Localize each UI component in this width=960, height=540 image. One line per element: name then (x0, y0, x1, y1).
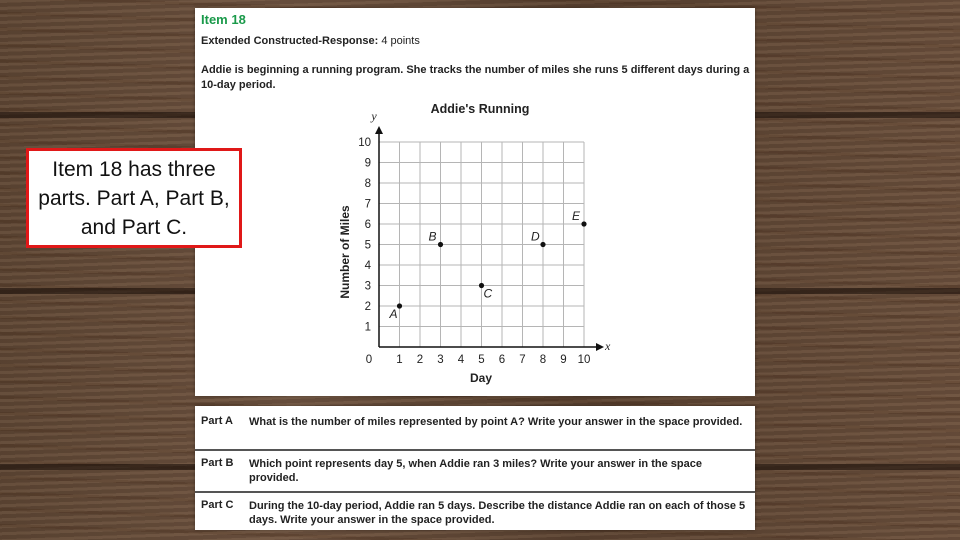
origin-label: 0 (365, 354, 373, 366)
x-tick-label: 9 (560, 354, 567, 366)
part-c-label: Part C (201, 499, 234, 511)
divider (195, 449, 755, 451)
callout-box (26, 148, 242, 248)
data-point-a (397, 303, 402, 308)
point-label-b: B (428, 229, 437, 244)
divider (195, 491, 755, 493)
x-tick-label: 10 (577, 354, 591, 366)
chart-grid (379, 142, 584, 347)
y-tick-label: 2 (364, 301, 371, 313)
part-b-label: Part B (201, 457, 234, 469)
part-a-text: What is the number of miles represented by point A? Write your answer in the space provided. (249, 416, 743, 428)
data-point-b (438, 242, 443, 247)
y-tick-label: 1 (364, 321, 371, 334)
chart-title: Addie's Running (430, 102, 530, 116)
x-tick-label: 1 (396, 354, 403, 366)
y-tick-label: 10 (358, 137, 371, 149)
y-tick-label: 6 (364, 219, 371, 231)
point-label-a: A (389, 307, 398, 321)
y-tick-label: 3 (364, 280, 371, 293)
scatter-chart (195, 8, 755, 396)
x-tick-label: 3 (437, 354, 444, 366)
y-axis-arrow-icon (375, 126, 383, 134)
item-intro: Addie is beginning a running program. She tracks the number of miles she runs 5 different days during a 10-day period. (201, 64, 750, 91)
x-axis-title: Day (469, 371, 493, 385)
points-value: 4 points (381, 35, 420, 47)
response-type-label: Extended Constructed-Response: (201, 35, 379, 47)
x-tick-label: 8 (539, 354, 547, 366)
point-label-d: D (531, 229, 540, 244)
y-axis-letter: y (371, 109, 377, 123)
callout-text: Item 18 has three parts. Part A, Part B, and Part C. (38, 157, 230, 239)
y-tick-label: 8 (364, 178, 371, 190)
y-axis-title: Number of Miles (338, 205, 352, 299)
item-card (195, 8, 755, 396)
x-axis-arrow-icon (596, 343, 604, 351)
item-title: Item 18 (201, 12, 246, 27)
chart-ticks (358, 137, 590, 366)
x-tick-label: 7 (519, 354, 526, 366)
x-tick-label: 5 (478, 354, 485, 366)
x-tick-label: 2 (416, 354, 424, 366)
y-tick-label: 7 (364, 198, 371, 211)
part-c-text: During the 10-day period, Addie ran 5 days. Describe the distance Addie ran on each of those 5 days. Write your answer in the space provided. (249, 500, 746, 526)
part-b-text: Which point represents day 5, when Addie ran 3 miles? Write your answer in the space provided. (249, 458, 702, 484)
x-axis-letter: x (605, 339, 611, 353)
data-point-e (581, 221, 586, 226)
parts-card (195, 406, 755, 530)
y-tick-label: 5 (364, 239, 371, 252)
y-tick-label: 9 (364, 157, 371, 170)
x-tick-label: 4 (457, 354, 465, 366)
chart-axes (375, 126, 604, 351)
y-tick-label: 4 (364, 260, 371, 272)
data-point-d (540, 242, 545, 247)
part-a-label: Part A (201, 415, 233, 427)
x-tick-label: 6 (498, 354, 506, 366)
point-label-c: C (483, 286, 493, 301)
point-label-e: E (572, 209, 581, 223)
